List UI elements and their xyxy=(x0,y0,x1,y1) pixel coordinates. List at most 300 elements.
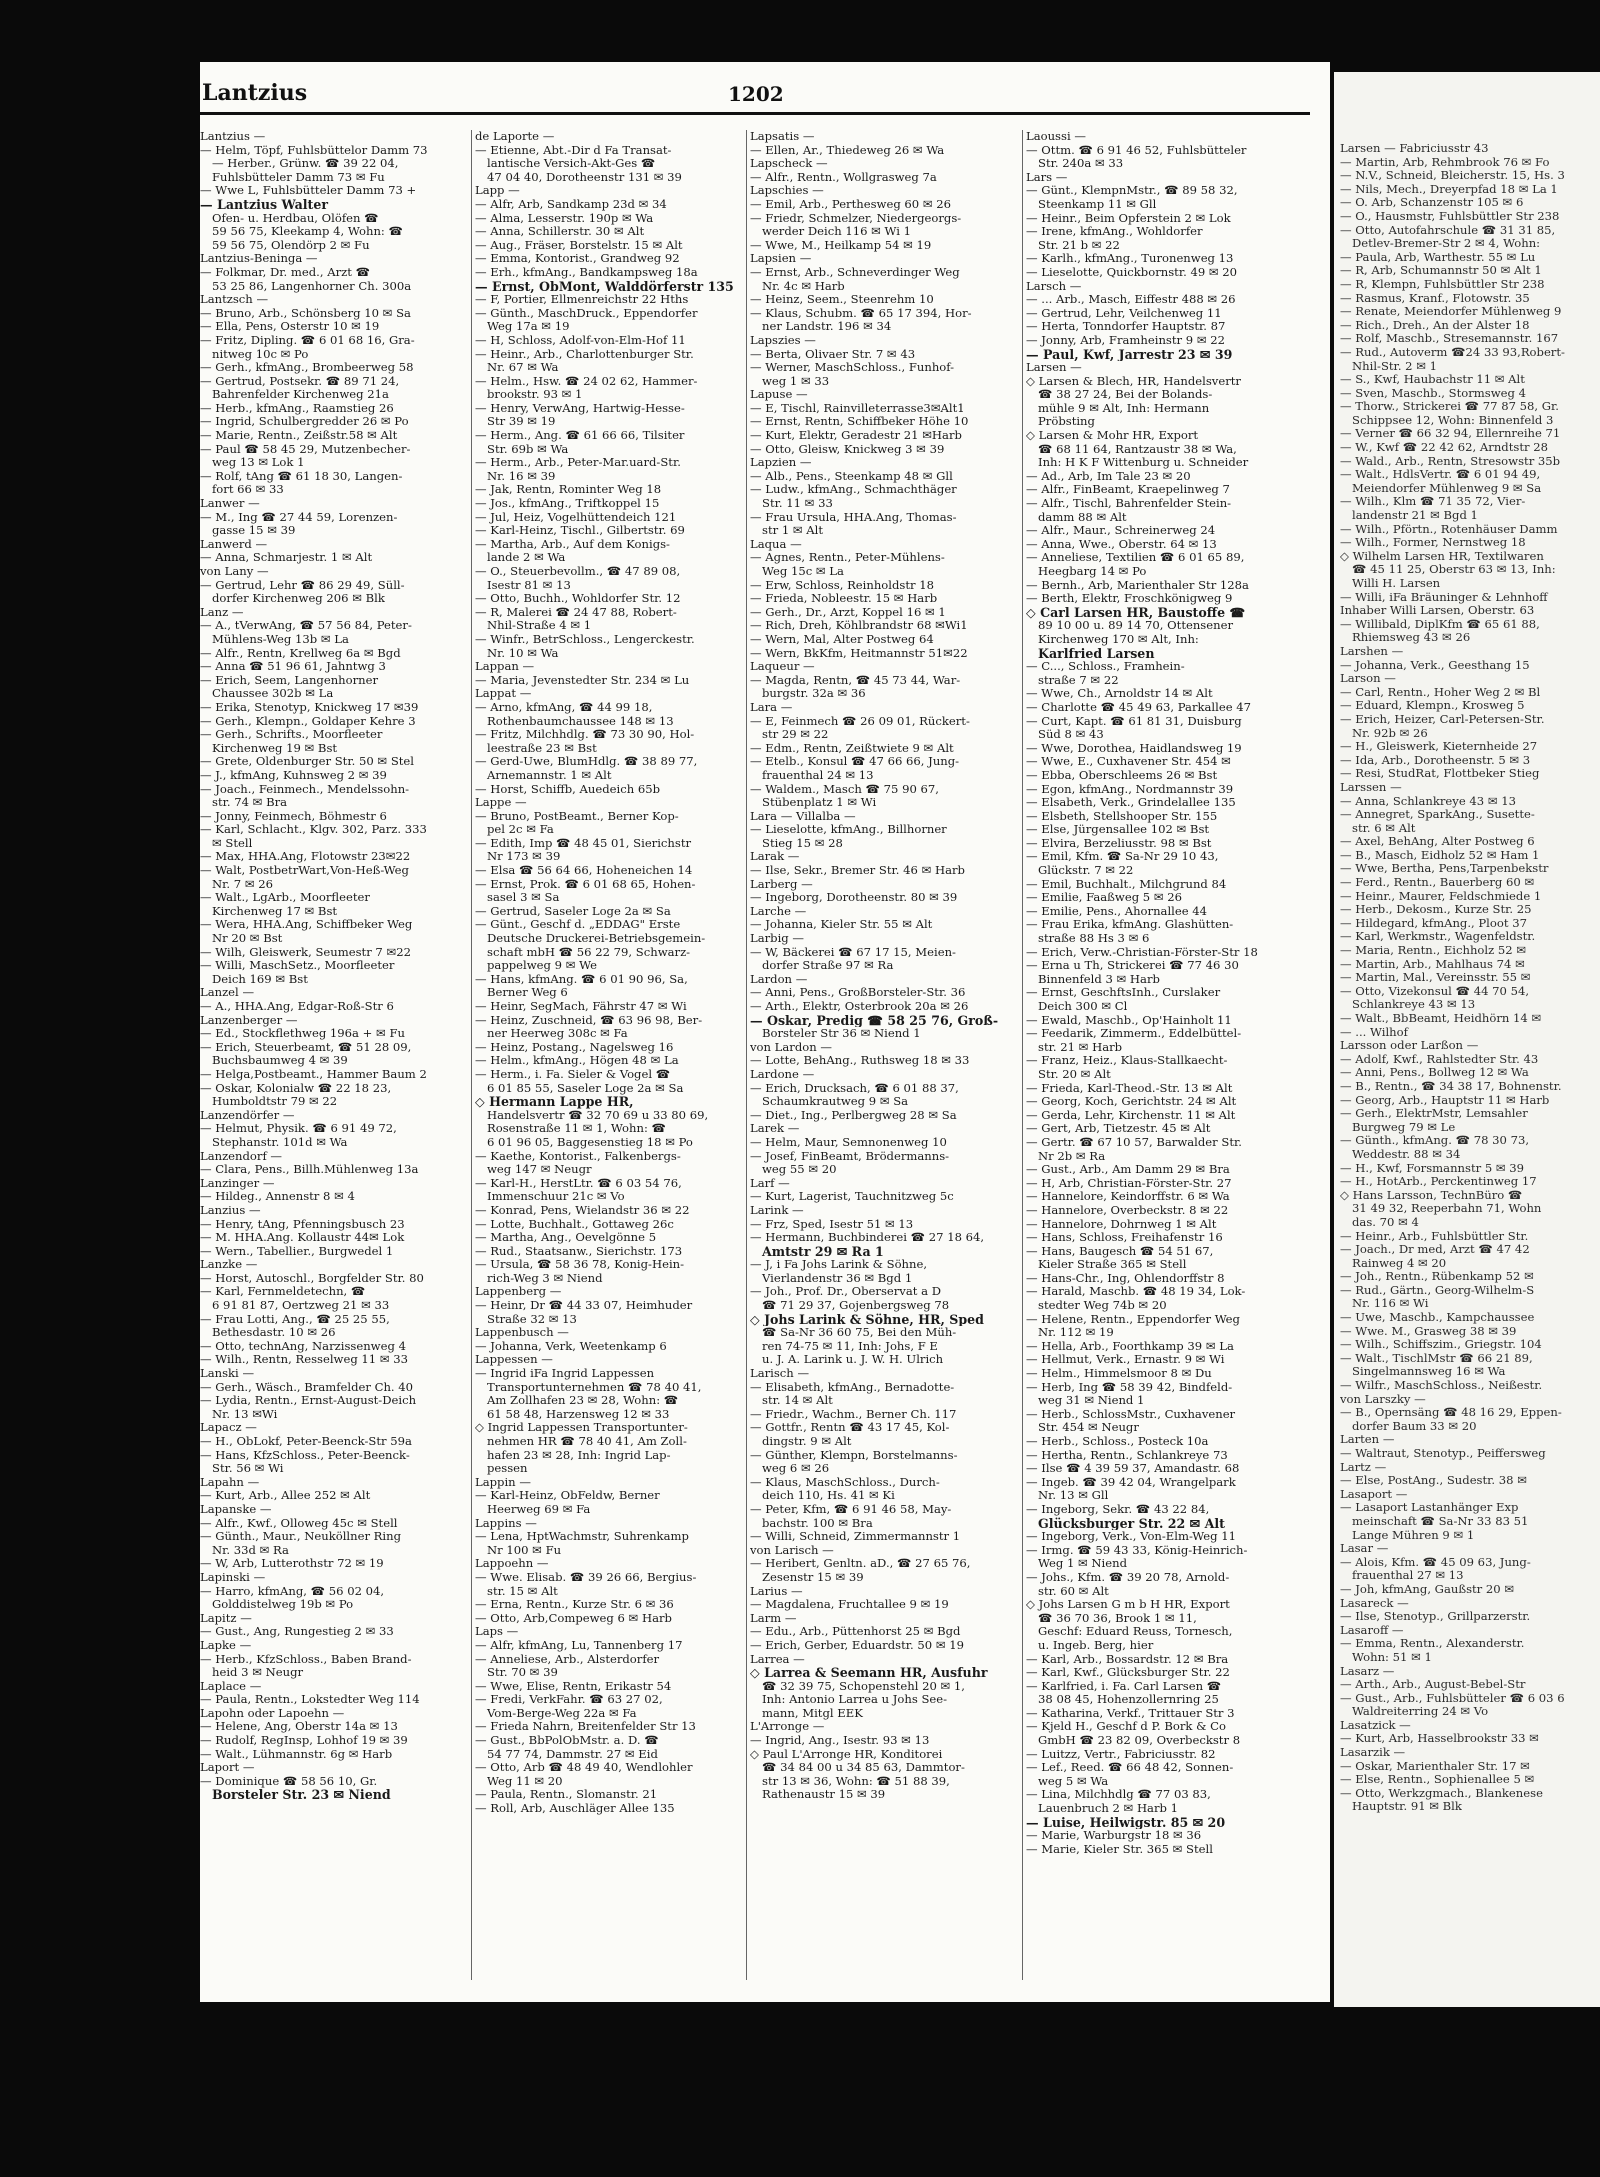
directory-entry: — Elisabeth, kfmAng., Bernadotte- xyxy=(750,1380,955,1394)
directory-entry: Larak — xyxy=(750,850,800,864)
directory-entry: — Hermann, Buchbinderei ☎ 27 18 64, xyxy=(750,1231,985,1245)
directory-entry: — Wilh, Gleiswerk, Seumestr 7 ✉22 xyxy=(200,945,411,959)
directory-entry: Lanzendörfer — xyxy=(200,1108,295,1122)
directory-entry: Larson — xyxy=(1340,672,1396,686)
next-page-column xyxy=(1340,142,1600,1814)
directory-entry: — Heribert, Genltn. aD., ☎ 27 65 76, xyxy=(750,1557,971,1571)
directory-entry: — Rasmus, Kranf., Flotowstr. 35 xyxy=(1340,291,1530,305)
directory-entry: — Else, PostAng., Sudestr. 38 ✉ xyxy=(1340,1474,1527,1488)
directory-entry: Chaussee 302b ✉ La xyxy=(212,687,334,701)
directory-entry: — Paula, Rentn., Slomanstr. 21 xyxy=(475,1788,658,1802)
directory-entry: — Walt., BbBeamt, Heidhörn 14 ✉ xyxy=(1340,1012,1542,1025)
directory-entry: — Curt, Kapt. ☎ 61 81 31, Duisburg xyxy=(1026,714,1242,728)
directory-entry: — Alma, Lesserstr. 190p ✉ Wa xyxy=(475,211,654,225)
directory-entry: Nr 100 ✉ Fu xyxy=(487,1543,562,1557)
directory-entry: — Otto, technAng, Narzissenweg 4 xyxy=(200,1339,406,1353)
directory-entry: — Ernst, ObMont, Walddörferstr 135 xyxy=(475,279,734,294)
directory-entry: — B., Opernsäng ☎ 48 16 29, Eppen- xyxy=(1340,1406,1562,1420)
directory-entry: — Karl, Fernmeldetechn, ☎ xyxy=(200,1285,366,1299)
directory-entry: dorfer Kirchenweg 206 ✉ Blk xyxy=(212,592,385,606)
directory-entry: ◇ Johs Larink & Söhne, HR, Sped xyxy=(750,1312,984,1327)
directory-entry: — B., Masch, Eidholz 52 ✉ Ham 1 xyxy=(1340,848,1540,862)
directory-entry: Str 39 ✉ 19 xyxy=(487,415,556,429)
directory-entry: GmbH ☎ 23 82 09, Overbeckstr 8 xyxy=(1038,1734,1241,1748)
directory-entry: — E, Tischl, Rainvilleterrasse3✉Alt1 xyxy=(750,401,965,415)
directory-entry: — Martin, Arb., Mahlhaus 74 ✉ xyxy=(1340,957,1525,971)
directory-entry: — Herta, Tonndorfer Hauptstr. 87 xyxy=(1026,320,1226,334)
directory-entry: pel 2c ✉ Fa xyxy=(487,823,554,837)
directory-entry: str. 21 ✉ Harb xyxy=(1038,1040,1123,1054)
directory-entry: — Erich, Heizer, Carl-Petersen-Str. xyxy=(1340,712,1545,726)
directory-entry: frauenthal 27 ✉ 13 xyxy=(1352,1569,1464,1583)
directory-entry: straße 7 ✉ 22 xyxy=(1038,673,1119,687)
directory-entry: Stübenplatz 1 ✉ Wi xyxy=(762,796,877,810)
directory-entry: — Johanna, Kieler Str. 55 ✉ Alt xyxy=(750,918,933,932)
page-number: 1202 xyxy=(728,82,784,106)
directory-entry: 31 49 32, Reeperbahn 71, Wohn xyxy=(1352,1202,1542,1216)
directory-entry: — Gerda, Lehr, Kirchenstr. 11 ✉ Alt xyxy=(1026,1108,1236,1122)
directory-entry: — Walt., LgArb., Moorfleeter xyxy=(200,891,370,905)
directory-entry: — Elvira, Berzeliusstr. 98 ✉ Bst xyxy=(1026,836,1212,850)
directory-entry: — Klaus, MaschSchloss., Durch- xyxy=(750,1475,940,1489)
directory-entry: — Ellen, Ar., Thiedeweg 26 ✉ Wa xyxy=(750,143,945,157)
directory-entry: Lanz — xyxy=(200,605,244,619)
directory-entry: Nr. 7 ✉ 26 xyxy=(212,877,273,891)
directory-entry: — Maria, Rentn., Eichholz 52 ✉ xyxy=(1340,944,1527,958)
directory-entry: — O. Arb, Schanzenstr 105 ✉ 6 xyxy=(1340,196,1524,210)
directory-entry: Kieler Straße 365 ✉ Stell xyxy=(1038,1258,1187,1272)
directory-entry: sasel 3 ✉ Sa xyxy=(487,891,560,905)
directory-entry: Lardone — xyxy=(750,1067,815,1081)
directory-entry: — Ad., Arb, Im Tale 23 ✉ 20 xyxy=(1026,469,1191,483)
directory-entry: Rathenaustr 15 ✉ 39 xyxy=(762,1788,886,1802)
directory-entry: Lasarzik — xyxy=(1340,1746,1406,1760)
directory-entry: — Wilh., Former, Nernstweg 18 xyxy=(1340,536,1526,550)
directory-entry: — Gust., BbPolObMstr. a. D. ☎ xyxy=(475,1734,659,1748)
directory-entry: Str. 20 ✉ Alt xyxy=(1038,1067,1111,1081)
directory-column-1 xyxy=(200,130,470,1990)
directory-entry: — Erh., kfmAng., Bandkampsweg 18a xyxy=(475,265,698,279)
directory-entry: — H., HotArb., Perckentinweg 17 xyxy=(1340,1175,1537,1189)
directory-entry: Nr 173 ✉ 39 xyxy=(487,850,561,864)
directory-entry: — Gerh., Dr., Arzt, Koppel 16 ✉ 1 xyxy=(750,605,946,619)
directory-entry: ren 74-75 ✉ 11, Inh: Johs, F E xyxy=(762,1339,938,1353)
directory-entry: Schaumkrautweg 9 ✉ Sa xyxy=(762,1095,909,1109)
directory-entry: — S., Kwf, Haubachstr 11 ✉ Alt xyxy=(1340,373,1525,387)
directory-entry: — Otto, Arb ☎ 48 49 40, Wendlohler xyxy=(475,1761,693,1775)
directory-entry: Inh: Antonio Larrea u Johs See- xyxy=(762,1693,948,1707)
directory-entry: ◇ Larsen & Mohr HR, Export xyxy=(1026,429,1199,443)
directory-entry: — Otto, Gleisw, Knickweg 3 ✉ 39 xyxy=(750,442,945,456)
directory-entry: — Wern., Tabellier., Burgwedel 1 xyxy=(200,1244,394,1258)
directory-entry: — Heinr, SegMach, Fährstr 47 ✉ Wi xyxy=(475,1000,687,1013)
directory-entry: — Gerh., ElektrMstr, Lemsahler xyxy=(1340,1107,1528,1121)
directory-entry: — Alfr., FinBeamt, Kraepelinweg 7 xyxy=(1026,483,1230,497)
directory-entry: Lapszies — xyxy=(750,333,816,347)
directory-entry: nehmen HR ☎ 78 40 41, Am Zoll- xyxy=(487,1435,687,1448)
directory-entry: — Anna, Schmarjestr. 1 ✉ Alt xyxy=(200,551,373,565)
directory-entry: — Anni, Pens., Bollweg 12 ✉ Wa xyxy=(1340,1066,1529,1080)
directory-entry: Larsen — Fabriciusstr 43 xyxy=(1340,142,1489,155)
directory-entry: Lanzel — xyxy=(200,986,255,1000)
directory-entry: Lapitz — xyxy=(200,1611,252,1625)
directory-entry: Lasaroff — xyxy=(1340,1623,1404,1637)
directory-entry: Lange Mühren 9 ✉ 1 xyxy=(1352,1528,1475,1542)
directory-entry: frauenthal 24 ✉ 13 xyxy=(762,768,874,782)
directory-entry: — Ferd., Rentn., Bauerberg 60 ✉ xyxy=(1340,876,1535,890)
directory-entry: — Bruno, Arb., Schönsberg 10 ✉ Sa xyxy=(200,306,411,320)
directory-entry: — Diet., Ing., Perlbergweg 28 ✉ Sa xyxy=(750,1108,957,1122)
columns xyxy=(200,130,1320,1990)
directory-entry: — Frau Erika, kfmAng. Glashütten- xyxy=(1026,918,1234,932)
directory-entry: Laplace — xyxy=(200,1679,262,1693)
directory-entry: 53 25 86, Langenhorner Ch. 300a xyxy=(212,279,412,293)
directory-entry: Rosenstraße 11 ✉ 1, Wohn: ☎ xyxy=(487,1122,667,1136)
directory-entry: — Jul, Heiz, Vogelhüttendeich 121 xyxy=(475,510,677,524)
directory-entry: Lara — xyxy=(750,700,793,714)
directory-entry: — Ingeb. ☎ 39 42 04, Wrangelpark xyxy=(1026,1475,1236,1489)
directory-entry: — Wilh., Pförtn., Rotenhäuser Damm xyxy=(1340,522,1558,536)
directory-entry: — Paul ☎ 58 45 29, Mutzenbecher- xyxy=(200,442,411,456)
directory-entry: — Herb., Dekosm., Kurze Str. 25 xyxy=(1340,903,1532,917)
directory-entry: brookstr. 93 ✉ 1 xyxy=(487,388,583,402)
directory-entry: — Fredi, VerkFahr. ☎ 63 27 02, xyxy=(475,1693,663,1707)
directory-entry: Nr. 10 ✉ Wa xyxy=(487,646,559,660)
directory-entry: — Lotte, BehAng., Ruthsweg 18 ✉ 33 xyxy=(750,1054,970,1068)
directory-entry: Lanzius — xyxy=(200,1203,261,1217)
directory-entry: — H, Schloss, Adolf-von-Elm-Hof 11 xyxy=(475,333,686,347)
directory-entry: dingstr. 9 ✉ Alt xyxy=(762,1435,852,1448)
directory-entry: — Wern, Mal, Alter Postweg 64 xyxy=(750,632,934,646)
directory-entry: — Karl, Kwf., Glücksburger Str. 22 xyxy=(1026,1666,1230,1680)
directory-entry: Amtstr 29 ✉ Ra 1 xyxy=(762,1244,884,1259)
directory-entry: Bahrenfelder Kirchenweg 21a xyxy=(212,388,389,402)
directory-entry: — Ingrid, Ang., Isestr. 93 ✉ 13 xyxy=(750,1734,930,1748)
directory-entry: Lappessen — xyxy=(475,1353,553,1367)
directory-entry: Lapohn oder Lapoehn — xyxy=(200,1706,345,1720)
directory-entry: — Gottfr., Rentn ☎ 43 17 45, Kol- xyxy=(750,1421,950,1435)
directory-entry: — Ingeborg, Sekr. ☎ 43 22 84, xyxy=(1026,1502,1210,1516)
directory-entry: — Dominique ☎ 58 56 10, Gr. xyxy=(200,1774,378,1788)
directory-entry: Nr. 4c ✉ Harb xyxy=(762,279,845,293)
directory-entry: — Marie, Kieler Str. 365 ✉ Stell xyxy=(1026,1842,1213,1856)
directory-entry: — Gerh., kfmAng., Brombeerweg 58 xyxy=(200,361,414,375)
directory-entry: ◇ Johs Larsen G m b H HR, Export xyxy=(1026,1598,1230,1612)
directory-entry: Lara — Villalba — xyxy=(750,809,856,823)
directory-entry: — Arth., Elektr, Osterbrook 20a ✉ 26 xyxy=(750,1000,969,1013)
directory-entry: Vierlandenstr 36 ✉ Bgd 1 xyxy=(762,1271,913,1285)
directory-entry: — Ernst, Rentn, Schiffbeker Höhe 10 xyxy=(750,415,969,429)
directory-entry: Larberg — xyxy=(750,877,813,891)
directory-entry: Lappin — xyxy=(475,1475,531,1489)
directory-entry: — W., Kwf ☎ 22 42 62, Arndtstr 28 xyxy=(1340,441,1548,455)
directory-entry: Lappins — xyxy=(475,1516,537,1530)
directory-entry: stedter Weg 74b ✉ 20 xyxy=(1038,1299,1167,1313)
directory-entry: Larsch — xyxy=(1026,279,1082,293)
directory-entry: Golddistelweg 19b ✉ Po xyxy=(212,1598,354,1612)
directory-entry: — Bernh., Arb, Marienthaler Str 128a xyxy=(1026,578,1249,592)
directory-entry: — Kurt, Arb., Allee 252 ✉ Alt xyxy=(200,1489,371,1503)
directory-entry: — Hertha, Rentn., Schlankreye 73 xyxy=(1026,1448,1228,1462)
directory-entry: Lappenbusch — xyxy=(475,1326,569,1340)
directory-entry: Lanwer — xyxy=(200,497,260,511)
directory-entry: Borsteler Str. 23 ✉ Niend xyxy=(212,1788,391,1803)
directory-entry: — Georg, Arb., Hauptstr 11 ✉ Harb xyxy=(1340,1093,1550,1107)
directory-entry: — Arth., Arb., August-Bebel-Str xyxy=(1340,1678,1526,1692)
directory-entry: Transportunternehmen ☎ 78 40 41, xyxy=(487,1380,702,1394)
directory-entry: — Else, Jürgensallee 102 ✉ Bst xyxy=(1026,823,1210,837)
directory-entry: Weg 15c ✉ La xyxy=(762,565,844,578)
directory-entry: weg 31 ✉ Niend 1 xyxy=(1038,1394,1145,1408)
directory-entry: — Henry, tAng, Pfenningsbusch 23 xyxy=(200,1217,405,1231)
directory-entry: gasse 15 ✉ 39 xyxy=(212,524,296,538)
directory-entry: — Joh, kfmAng, Gaußstr 20 ✉ xyxy=(1340,1582,1515,1596)
directory-entry: Steenkamp 11 ✉ Gll xyxy=(1038,197,1157,211)
directory-entry: — Anna, Schlankreye 43 ✉ 13 xyxy=(1340,794,1516,808)
directory-entry: 61 58 48, Harzensweg 12 ✉ 33 xyxy=(487,1407,670,1421)
directory-entry: Laoussi — xyxy=(1026,130,1086,143)
directory-entry: — Karl-Heinz, Tischl., Gilbertstr. 69 xyxy=(475,524,685,538)
directory-entry: Larek — xyxy=(750,1122,800,1136)
directory-entry: Süd 8 ✉ 43 xyxy=(1038,728,1104,742)
directory-entry: Lasareck — xyxy=(1340,1596,1409,1610)
directory-entry: — Rud., Staatsanw., Sierichstr. 173 xyxy=(475,1244,683,1258)
directory-entry: — Herb., SchlossMstr., Cuxhavener xyxy=(1026,1407,1236,1421)
directory-entry: ◇ Larsen & Blech, HR, Handelsvertr xyxy=(1026,374,1241,388)
directory-entry: — Heinr., Arb., Fuhlsbüttler Str. xyxy=(1340,1229,1529,1243)
directory-entry: Lapuse — xyxy=(750,388,808,402)
header-rule xyxy=(200,112,1310,115)
directory-entry: Lapahn — xyxy=(200,1475,260,1489)
directory-entry: — Frieda, Nobleestr. 15 ✉ Harb xyxy=(750,592,938,606)
directory-entry: ☎ 38 27 24, Bei der Bolands- xyxy=(1038,388,1213,402)
directory-entry: str. 74 ✉ Bra xyxy=(212,796,288,810)
directory-entry: Lantzius-Beninga — xyxy=(200,252,318,266)
directory-entry: — Wern, BkKfm, Heitmannstr 51✉22 xyxy=(750,646,968,660)
directory-entry: Kirchenweg 17 ✉ Bst xyxy=(212,904,338,918)
directory-entry: — Ernst, Arb., Schneverdinger Weg xyxy=(750,265,960,279)
directory-entry: 6 91 81 87, Oertzweg 21 ✉ 33 xyxy=(212,1299,390,1313)
directory-entry: — Willi, iFa Bräuninger & Lehnhoff xyxy=(1340,590,1548,604)
directory-entry: Inhaber Willi Larsen, Oberstr. 63 xyxy=(1340,604,1535,618)
directory-entry: — Hannelore, Overbeckstr. 8 ✉ 22 xyxy=(1026,1203,1229,1217)
directory-entry: — Annegret, SparkAng., Susette- xyxy=(1340,808,1535,822)
directory-entry: — Emil, Buchhalt., Milchgrund 84 xyxy=(1026,877,1227,891)
directory-entry: — Günt., KlempnMstr., ☎ 89 58 32, xyxy=(1026,184,1238,198)
directory-entry: Str. 56 ✉ Wi xyxy=(212,1462,284,1476)
directory-entry: 89 10 00 u. 89 14 70, Ottensener xyxy=(1038,619,1233,633)
directory-entry: — Josef, FinBeamt, Brödermanns- xyxy=(750,1149,950,1163)
directory-entry: — Karl-H., HerstLtr. ☎ 6 03 54 76, xyxy=(475,1176,682,1190)
directory-entry: Larche — xyxy=(750,904,807,918)
directory-entry: — Winfr., BetrSchloss., Lengerckestr. xyxy=(475,632,695,646)
directory-entry: Heegbarg 14 ✉ Po xyxy=(1038,565,1147,578)
directory-entry: — H., ObLokf, Peter-Beenck-Str 59a xyxy=(200,1435,412,1448)
directory-entry: — M., Ing ☎ 27 44 59, Lorenzen- xyxy=(200,510,398,524)
directory-entry: — Ingrid, Schulbergredder 26 ✉ Po xyxy=(200,415,409,429)
directory-entry: — Oskar, Kolonialw ☎ 22 18 23, xyxy=(200,1081,392,1095)
directory-entry: Buchsbaumweg 4 ✉ 39 xyxy=(212,1054,348,1068)
directory-entry: — Ingeborg, Dorotheenstr. 80 ✉ 39 xyxy=(750,891,958,905)
directory-entry: — Else, Rentn., Sophienallee 5 ✉ xyxy=(1340,1773,1535,1787)
directory-entry: Lapschies — xyxy=(750,184,824,198)
directory-entry: Nr. 13 ✉Wi xyxy=(212,1407,278,1421)
directory-entry: Ofen- u. Herdbau, Olöfen ☎ xyxy=(212,211,379,225)
directory-entry: Immenschuur 21c ✉ Vo xyxy=(487,1190,625,1204)
directory-entry: — Horst, Schiffb, Auedeich 65b xyxy=(475,782,661,796)
directory-entry: — Ludw., kfmAng., Schmachthäger xyxy=(750,483,957,497)
directory-entry: de Laporte — xyxy=(475,130,555,143)
directory-entry: Glückstr. 7 ✉ 22 xyxy=(1038,864,1134,878)
directory-entry: — Erich, Seem, Langenhorner xyxy=(200,673,379,687)
directory-entry: Str. 11 ✉ 33 xyxy=(762,497,833,511)
directory-entry: u. J. A. Larink u. J. W. H. Ulrich xyxy=(762,1353,944,1367)
directory-entry: — Alois, Kfm. ☎ 45 09 63, Jung- xyxy=(1340,1555,1531,1569)
directory-entry: — Günther, Klempn, Borstelmanns- xyxy=(750,1448,958,1462)
directory-entry: — Rich., Dreh., An der Alster 18 xyxy=(1340,318,1530,332)
directory-entry: lantische Versich-Akt-Ges ☎ xyxy=(487,157,656,171)
directory-entry: — Willi, MaschSetz., Moorfleeter xyxy=(200,959,395,973)
directory-entry: — Herb., Schloss., Posteck 10a xyxy=(1026,1435,1209,1448)
directory-entry: — Ursula, ☎ 58 36 78, Konig-Hein- xyxy=(475,1258,685,1272)
directory-entry: — Gertrud, Postsekr. ☎ 89 71 24, xyxy=(200,374,400,388)
directory-entry: Lantzius — xyxy=(200,130,266,143)
running-head-name: Lantzius xyxy=(202,80,308,106)
directory-entry: — Erich, Drucksach, ☎ 6 01 88 37, xyxy=(750,1081,959,1095)
directory-entry: — Frieda Nahrn, Breitenfelder Str 13 xyxy=(475,1720,696,1734)
directory-entry: — Renate, Meiendorfer Mühlenweg 9 xyxy=(1340,305,1562,319)
directory-entry: — Lantzius Walter xyxy=(200,197,328,212)
directory-entry: Kirchenweg 19 ✉ Bst xyxy=(212,741,338,755)
directory-entry: ☎ 68 11 64, Rantzaustr 38 ✉ Wa, xyxy=(1038,442,1237,456)
directory-entry: — Helm, Maur, Semnonenweg 10 xyxy=(750,1135,947,1149)
directory-entry: 6 01 85 55, Saseler Loge 2a ✉ Sa xyxy=(487,1081,684,1095)
directory-entry: — Aug., Fräser, Borstelstr. 15 ✉ Alt xyxy=(475,238,683,252)
directory-entry: — O., Hausmstr, Fuhlsbüttler Str 238 xyxy=(1340,209,1560,223)
directory-entry: — Ernst, GeschftsInh., Curslaker xyxy=(1026,986,1221,1000)
directory-entry: — Etelb., Konsul ☎ 47 66 66, Jung- xyxy=(750,755,960,769)
directory-entry: Isestr 81 ✉ 13 xyxy=(487,578,571,592)
directory-entry: Lappe — xyxy=(475,796,527,810)
directory-entry: Lapacz — xyxy=(200,1421,257,1435)
directory-entry: — Elsa ☎ 56 64 66, Hoheneichen 14 xyxy=(475,864,693,878)
directory-entry: — Charlotte ☎ 45 49 63, Parkallee 47 xyxy=(1026,700,1251,714)
directory-entry: — Erw, Schloss, Reinholdstr 18 xyxy=(750,578,934,592)
directory-entry: — Lena, HptWachmstr, Suhrenkamp xyxy=(475,1530,689,1544)
directory-entry: von Larisch — xyxy=(750,1543,834,1557)
directory-entry: — Martha, Arb., Auf dem Konigs- xyxy=(475,537,670,551)
directory-entry: Rothenbaumchaussee 148 ✉ 13 xyxy=(487,714,674,728)
directory-entry: — Gert, Arb, Tietzestr. 45 ✉ Alt xyxy=(1026,1122,1211,1136)
directory-entry: — Berta, Olivaer Str. 7 ✉ 43 xyxy=(750,347,916,361)
directory-entry: Lartz — xyxy=(1340,1460,1387,1474)
directory-entry: Bethesdastr. 10 ✉ 26 xyxy=(212,1326,336,1340)
directory-entry: — Hans, Baugesch ☎ 54 51 67, xyxy=(1026,1244,1214,1258)
directory-entry: — R, Klempn, Fuhlsbüttler Str 238 xyxy=(1340,277,1545,291)
directory-entry: — Helm., Hsw. ☎ 24 02 62, Hammer- xyxy=(475,374,698,388)
directory-entry: 47 04 40, Dorotheenstr 131 ✉ 39 xyxy=(487,170,682,184)
directory-entry: — Emma, Kontorist., Grandweg 92 xyxy=(475,252,680,266)
directory-entry: — Wwe L, Fuhlsbütteler Damm 73 + xyxy=(200,184,417,198)
directory-entry: — Ingrid iFa Ingrid Lappessen xyxy=(475,1367,655,1381)
directory-entry: Nr. 116 ✉ Wi xyxy=(1352,1297,1429,1311)
directory-entry: damm 88 ✉ Alt xyxy=(1038,510,1127,524)
directory-entry: Lappenberg — xyxy=(475,1285,562,1299)
directory-entry: weg 6 ✉ 26 xyxy=(762,1462,830,1476)
directory-entry: ☎ 32 39 75, Schopenstehl 20 ✉ 1, xyxy=(762,1679,965,1693)
directory-entry: — Karlfried, i. Fa. Carl Larsen ☎ xyxy=(1026,1679,1222,1693)
directory-entry: — Grete, Oldenburger Str. 50 ✉ Stel xyxy=(200,755,414,769)
directory-entry: pessen xyxy=(487,1462,528,1476)
directory-entry: str. 60 ✉ Alt xyxy=(1038,1584,1109,1598)
directory-entry: Lasaport — xyxy=(1340,1487,1408,1501)
directory-entry: Nr. 13 ✉ Gll xyxy=(1038,1489,1109,1503)
directory-entry: — Feedarik, Zimmerm., Eddelbüttel- xyxy=(1026,1027,1242,1041)
directory-entry: — Alfr., Maur., Schreinerweg 24 xyxy=(1026,524,1216,538)
directory-entry: — Lydia, Rentn., Ernst-August-Deich xyxy=(200,1394,417,1408)
directory-entry: Heerweg 69 ✉ Fa xyxy=(487,1502,591,1516)
directory-entry: schaft mbH ☎ 56 22 79, Schwarz- xyxy=(487,945,691,959)
directory-entry: ner Heerweg 308c ✉ Fa xyxy=(487,1027,628,1041)
directory-entry: ◇ Wilhelm Larsen HR, Textilwaren xyxy=(1340,549,1544,563)
directory-entry: — Ernst, Prok. ☎ 6 01 68 65, Hohen- xyxy=(475,877,696,891)
directory-entry: — Etienne, Abt.-Dir d Fa Transat- xyxy=(475,143,672,157)
directory-entry: — Wwe, Elise, Rentn, Erikastr 54 xyxy=(475,1679,672,1693)
directory-entry: — Gust., Arb., Am Damm 29 ✉ Bra xyxy=(1026,1163,1230,1177)
directory-column-4 xyxy=(1026,130,1296,1990)
directory-entry: — Anna, Schillerstr. 30 ✉ Alt xyxy=(475,225,645,239)
directory-entry: — Adolf, Kwf., Rahlstedter Str. 43 xyxy=(1340,1052,1539,1066)
directory-entry: — Karlh., kfmAng., Turonenweg 13 xyxy=(1026,252,1234,266)
directory-entry: — E, Feinmech ☎ 26 09 01, Rückert- xyxy=(750,714,970,728)
directory-entry: — Helm., kfmAng., Högen 48 ✉ La xyxy=(475,1054,679,1068)
directory-entry: — Oskar, Predig ☎ 58 25 76, Groß- xyxy=(750,1013,999,1028)
directory-entry: Hauptstr. 91 ✉ Blk xyxy=(1352,1800,1462,1814)
directory-entry: — Fritz, Dipling. ☎ 6 01 68 16, Gra- xyxy=(200,333,415,347)
directory-entry: — Johanna, Verk., Geesthang 15 xyxy=(1340,658,1530,672)
directory-entry: — Heinr, Dr ☎ 44 33 07, Heimhuder xyxy=(475,1299,693,1313)
directory-entry: 59 56 75, Kleekamp 4, Wohn: ☎ xyxy=(212,225,403,239)
directory-entry: — Johs., Kfm. ☎ 39 20 78, Arnold- xyxy=(1026,1570,1230,1584)
directory-entry: — Gerd-Uwe, BlumHdlg. ☎ 38 89 77, xyxy=(475,755,698,769)
directory-entry: — Friedr, Schmelzer, Niedergeorgs- xyxy=(750,211,962,225)
directory-entry: — Heinz, Postang., Nagelsweg 16 xyxy=(475,1040,674,1054)
directory-entry: — Walt., Lühmannstr. 6g ✉ Harb xyxy=(200,1747,393,1761)
directory-entry: — Helene, Ang, Oberstr 14a ✉ 13 xyxy=(200,1720,398,1734)
directory-entry: — Bruno, PostBeamt., Berner Kop- xyxy=(475,809,679,823)
directory-entry: straße 88 Hs 3 ✉ 6 xyxy=(1038,932,1150,946)
directory-entry: weg 55 ✉ 20 xyxy=(762,1163,837,1177)
directory-entry: — Rudolf, RegInsp, Lohhof 19 ✉ 39 xyxy=(200,1734,408,1748)
directory-entry: — Wilh., Schiffszim., Griegstr. 104 xyxy=(1340,1338,1542,1352)
directory-entry: — Oskar, Marienthaler Str. 17 ✉ xyxy=(1340,1759,1530,1773)
directory-entry: Rainweg 4 ✉ 20 xyxy=(1352,1256,1447,1270)
directory-entry: — Emma, Rentn., Alexanderstr. xyxy=(1340,1637,1525,1651)
directory-entry: — Gerh., Schrifts., Moorfleeter xyxy=(200,728,383,742)
directory-entry: — W, Arb, Lutterothstr 72 ✉ 19 xyxy=(200,1557,384,1571)
directory-entry: Lapinski — xyxy=(200,1570,266,1584)
directory-entry: Deutsche Druckerei-Betriebsgemein- xyxy=(487,932,706,946)
directory-entry: — Gerh., Wäsch., Bramfelder Ch. 40 xyxy=(200,1380,414,1394)
directory-entry: — Herb., KfzSchloss., Baben Brand- xyxy=(200,1652,412,1666)
directory-entry: — H., Gleiswerk, Kieternheide 27 xyxy=(1340,740,1538,754)
directory-entry: 6 01 96 05, Baggesenstieg 18 ✉ Po xyxy=(487,1135,693,1149)
directory-entry: — Emil, Arb., Perthesweg 60 ✉ 26 xyxy=(750,197,952,211)
directory-entry: — Anna, Wwe., Oberstr. 64 ✉ 13 xyxy=(1026,537,1217,551)
directory-entry: ◇ Larrea & Seemann HR, Ausfuhr xyxy=(750,1666,988,1680)
directory-entry: Weg 17a ✉ 19 xyxy=(487,320,570,334)
directory-entry: — Kurt, Arb, Hasselbrookstr 33 ✉ xyxy=(1340,1732,1539,1746)
